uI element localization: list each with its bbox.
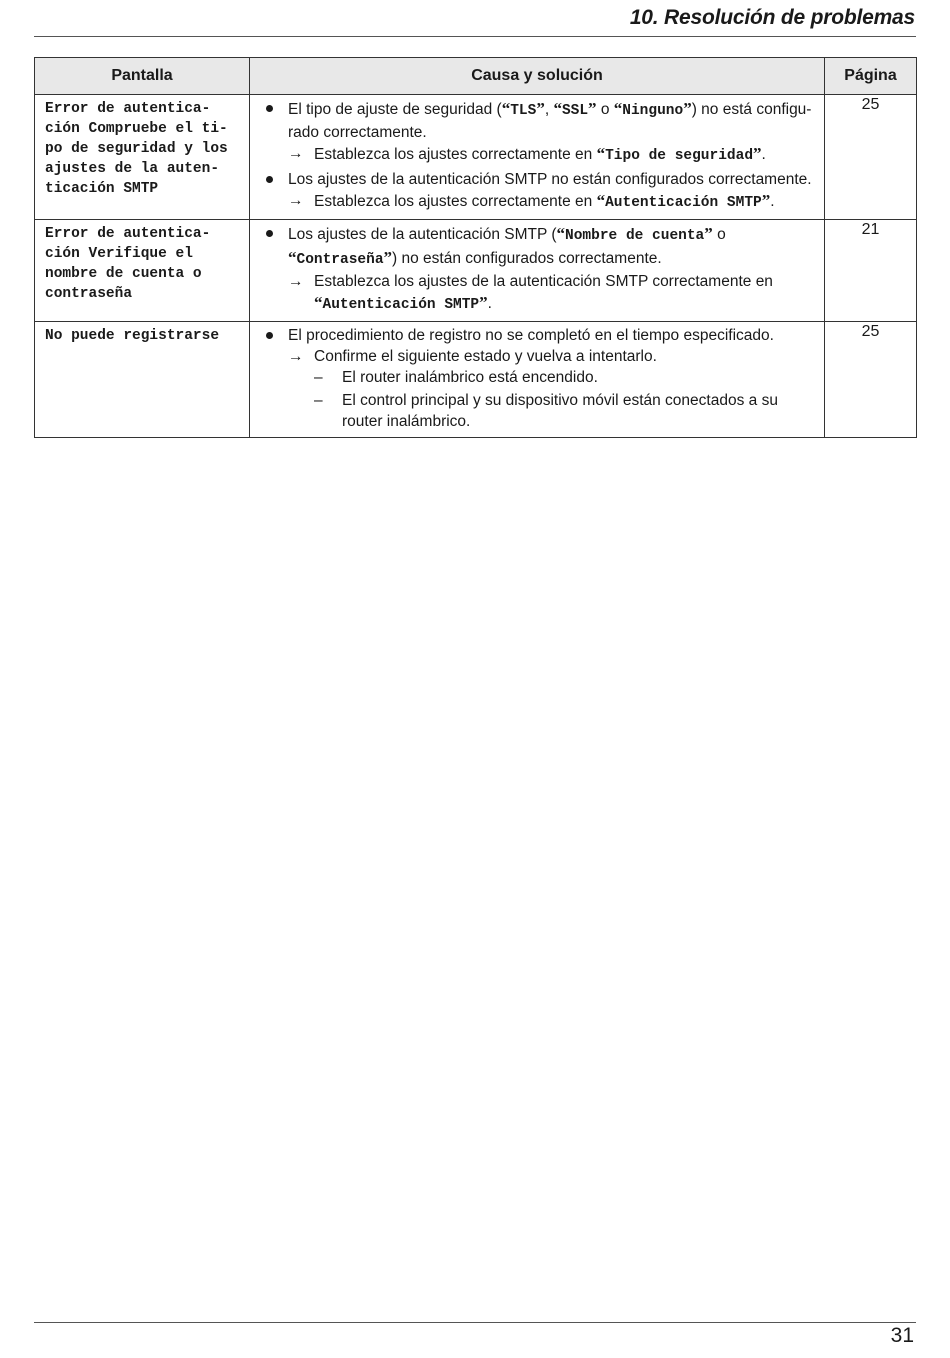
bullet-item: El procedimiento de registro no se completó en el tiempo especificado. → Confirme el siguiente estado y vuelva a intentarlo. — [264, 325, 816, 367]
check-item: – El router inalámbrico está encendido. — [314, 369, 598, 386]
page-reference: 25 — [825, 95, 917, 220]
arrow-icon: → — [288, 192, 304, 209]
solution-step: → Establezca los ajustes correctamente en “Tipo de seguridad”. — [288, 144, 766, 164]
arrow-icon: → — [288, 273, 304, 290]
bullet-item: El tipo de ajuste de seguridad (“TLS”, “SSL” o “Ninguno”) no está configu-rado correctamente. → Establezca los ajustes correctamente en “Tipo de seguridad”. — [264, 98, 816, 167]
table-row — [35, 322, 917, 438]
cause-solution — [250, 95, 825, 220]
page-reference: 25 — [825, 322, 917, 438]
screen-message: Error de autentica-ción Compruebe el ti-po de seguridad y los ajustes de la auten-ticación SMTP — [35, 95, 250, 220]
page-number: 31 — [890, 1324, 914, 1347]
cause-solution — [250, 220, 825, 322]
column-header-cause: Causa y solución — [250, 58, 825, 95]
troubleshooting-table — [34, 57, 917, 438]
section-title: 10. Resolución de problemas — [629, 6, 915, 29]
header-divider — [34, 36, 916, 37]
cause-solution — [250, 322, 825, 438]
dash-icon: – — [314, 392, 323, 409]
arrow-icon: → — [288, 145, 304, 162]
table-row — [35, 220, 917, 322]
screen-message: Error de autentica-ción Verifique el nombre de cuenta o contraseña — [35, 220, 250, 322]
page-reference: 21 — [825, 220, 917, 322]
dash-icon: – — [314, 369, 323, 386]
table-header-row — [35, 58, 917, 95]
bullet-item: Los ajustes de la autenticación SMTP no están configurados correctamente. → Establezca los ajustes correctamente en “Autenticación SMTP”. — [264, 169, 816, 214]
solution-step: → Establezca los ajustes correctamente en “Autenticación SMTP”. — [288, 191, 775, 211]
table-row — [35, 95, 917, 220]
screen-message: No puede registrarse — [35, 322, 250, 438]
solution-step: → Establezca los ajustes de la autenticación SMTP correctamente en “Autenticación SMTP”. — [288, 273, 773, 313]
bullet-item: Los ajustes de la autenticación SMTP (“Nombre de cuenta” o “Contraseña”) no están configurados correctamente. → Establezca los ajustes de la autenticación SMTP correctamente en “Autenticación SMTP”. — [264, 223, 816, 316]
footer-divider — [34, 1322, 916, 1323]
check-item: – El control principal y su dispositivo móvil están conectados a su router inalámbrico. — [314, 392, 778, 430]
column-header-screen: Pantalla — [35, 58, 250, 95]
solution-step: → Confirme el siguiente estado y vuelva a intentarlo. — [288, 348, 657, 365]
arrow-icon: → — [288, 348, 304, 365]
column-header-page: Página — [825, 58, 917, 95]
